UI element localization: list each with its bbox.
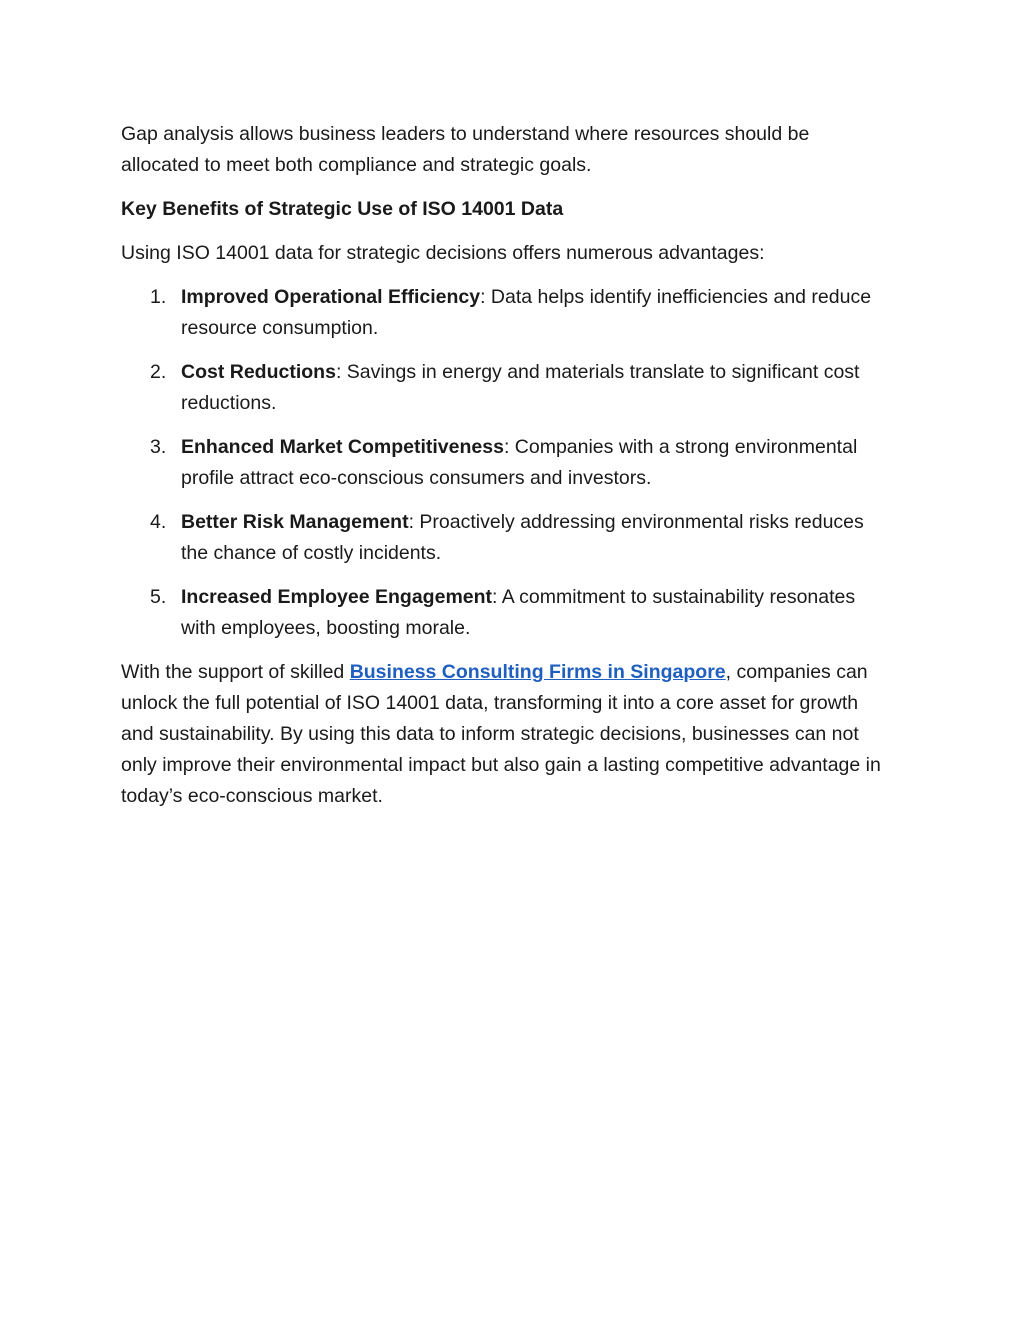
list-item-description: : Proactively addressing environmental risks reduces the chance of costly incidents.	[181, 511, 864, 564]
list-item	[121, 507, 891, 569]
list-item-description: : Savings in energy and materials translate to significant cost reductions.	[181, 361, 860, 414]
document-page	[121, 119, 891, 812]
lead-paragraph: Using ISO 14001 data for strategic decisions offers numerous advantages:	[121, 242, 765, 264]
list-item-term: Improved Operational Efficiency	[181, 286, 481, 308]
closing-text-after-link: , companies can unlock the full potential of ISO 14001 data, transforming it into a core asset for growth and sustainability. By using this data to inform strategic decisions, businesses can not only improve their environmental impact but also gain a lasting competitive advantage in today’s eco-conscious market.	[121, 661, 881, 807]
list-item-term: Increased Employee Engagement	[181, 586, 493, 608]
list-item	[121, 432, 891, 494]
list-item-term: Better Risk Management	[181, 511, 409, 533]
closing-text-before-link: With the support of skilled	[121, 661, 350, 683]
list-item-description: : Companies with a strong environmental profile attract eco-conscious consumers and investors.	[181, 436, 858, 489]
list-item-number: 4.	[150, 511, 167, 533]
list-item	[121, 282, 891, 344]
benefits-list	[121, 282, 891, 644]
list-item	[121, 357, 891, 419]
list-item-number: 1.	[150, 286, 167, 308]
list-item	[121, 582, 891, 644]
list-item-description: : A commitment to sustainability resonates with employees, boosting morale.	[181, 586, 856, 639]
list-item-number: 3.	[150, 436, 167, 458]
list-item-term: Cost Reductions	[181, 361, 336, 383]
list-item-description: : Data helps identify inefficiencies and reduce resource consumption.	[181, 286, 872, 339]
list-item-number: 5.	[150, 586, 167, 608]
intro-paragraph: Gap analysis allows business leaders to understand where resources should be allocated to meet both compliance and strategic goals.	[121, 123, 810, 176]
closing-paragraph	[121, 657, 891, 812]
consulting-firms-link[interactable]: Business Consulting Firms in Singapore	[349, 661, 726, 683]
list-item-number: 2.	[150, 361, 167, 383]
list-item-term: Enhanced Market Competitiveness	[181, 436, 504, 458]
section-heading: Key Benefits of Strategic Use of ISO 14001 Data	[121, 198, 564, 220]
